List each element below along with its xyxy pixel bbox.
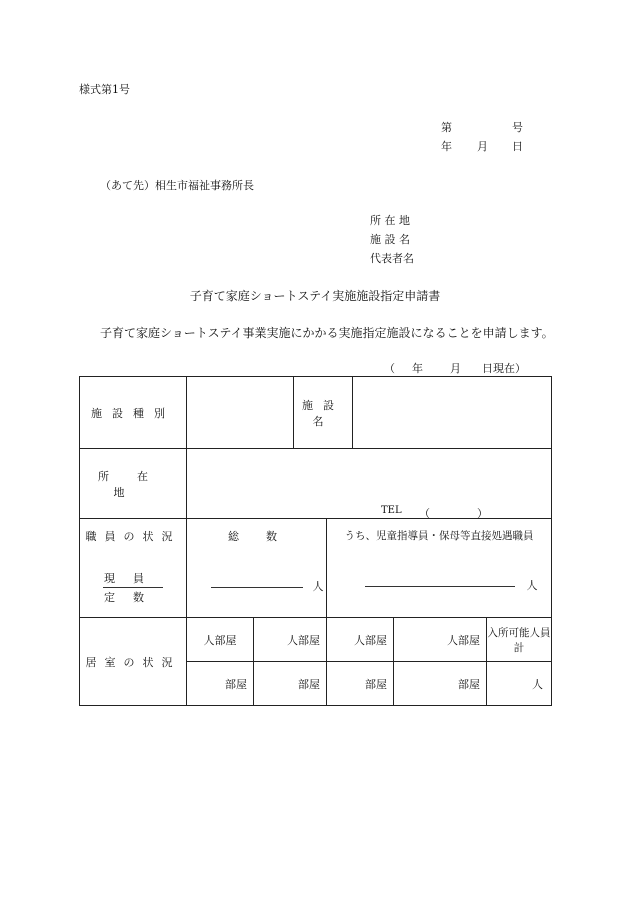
staff-total-label: 総 数: [228, 530, 285, 543]
tel-paren-close: ）: [477, 507, 488, 520]
date-day: 日: [512, 140, 523, 153]
as-of-month: 月: [450, 362, 461, 375]
as-of-year: 年: [412, 362, 423, 375]
staff-label-cell: [80, 519, 187, 618]
direct-care-label: うち、児童指導員・保母等直接処遇職員: [344, 530, 534, 542]
doc-number-go: 号: [512, 121, 523, 134]
doc-number-dai: 第: [441, 121, 452, 134]
staff-current-label: 現員: [103, 570, 163, 588]
direct-care-line: [365, 586, 515, 587]
location-field[interactable]: [187, 449, 552, 519]
room-header-4: 人部屋: [394, 618, 487, 662]
body-text: 子育て家庭ショートステイ事業実施にかかる実施指定施設になることを申請します。: [100, 326, 554, 340]
facility-name-field[interactable]: [353, 377, 552, 449]
capacity-count[interactable]: 人: [487, 662, 552, 706]
staff-total-unit: 人: [312, 580, 324, 593]
rooms-label: 居室の状況: [80, 618, 187, 706]
room-count-3[interactable]: 部屋: [327, 662, 394, 706]
room-count-1[interactable]: 部屋: [187, 662, 254, 706]
direct-care-unit: 人: [526, 579, 538, 592]
location-label: 所在地: [80, 449, 187, 519]
application-table: [79, 376, 552, 706]
direct-care-cell[interactable]: [327, 519, 552, 618]
as-of-open: （: [384, 362, 395, 375]
facility-type-label: 施設種別: [80, 377, 187, 449]
room-count-2[interactable]: 部屋: [254, 662, 327, 706]
room-header-2: 人部屋: [254, 618, 327, 662]
room-count-4[interactable]: 部屋: [394, 662, 487, 706]
capacity-label: 入所可能人員計: [487, 618, 552, 662]
room-header-3: 人部屋: [327, 618, 394, 662]
applicant-location-label: 所 在 地: [370, 214, 410, 227]
staff-label: 職員の状況: [85, 530, 181, 543]
applicant-facility-name-label: 施 設 名: [370, 233, 410, 246]
form-number: 様式第1号: [79, 83, 130, 96]
date-month: 月: [477, 140, 488, 153]
date-year: 年: [441, 140, 452, 153]
staff-total-cell[interactable]: [187, 519, 327, 618]
document-title: 子育て家庭ショートステイ実施施設指定申請書: [189, 289, 441, 303]
room-header-1: 人部屋: [187, 618, 254, 662]
as-of-day: 日現在）: [482, 362, 526, 375]
facility-name-label: 施設名: [294, 377, 353, 449]
tel-label: TEL: [381, 505, 402, 516]
applicant-representative-label: 代表者名: [370, 252, 414, 265]
facility-type-field[interactable]: [187, 377, 294, 449]
tel-paren-open: （: [419, 507, 430, 520]
addressee: （あて先）相生市福祉事務所長: [100, 179, 254, 192]
staff-total-line: [211, 587, 303, 588]
staff-quota-label: 定数: [104, 591, 162, 604]
